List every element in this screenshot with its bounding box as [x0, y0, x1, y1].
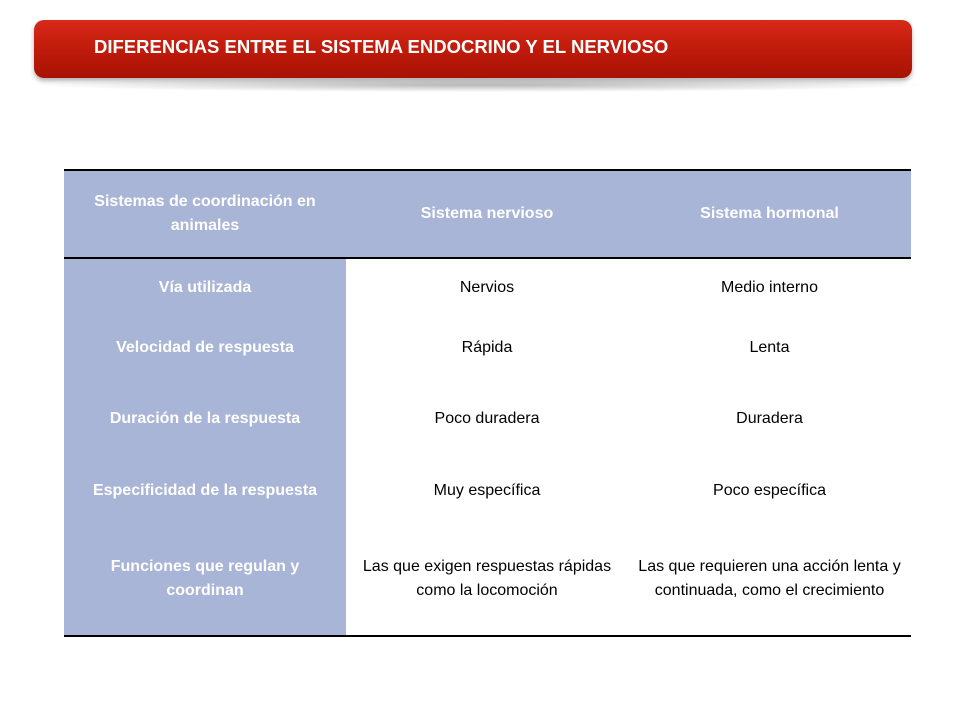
row-label-response-speed: Velocidad de respuesta [64, 317, 346, 379]
title-bar [34, 20, 912, 78]
title-bar-shadow [40, 78, 920, 92]
header-nervous-system: Sistema nervioso [346, 170, 628, 258]
table-row [64, 379, 911, 459]
cell-nervous-functions: Las que exigen respuestas rápidas como la locomoción [346, 523, 628, 636]
row-label-response-specificity: Especificidad de la respuesta [64, 459, 346, 523]
cell-nervous-speed: Rápida [461, 339, 513, 356]
comparison-table [64, 169, 911, 637]
table-row [64, 317, 911, 379]
row-label-functions: Funciones que regulan y coordinan [64, 523, 346, 636]
cell-hormonal-functions: Las que requieren una acción lenta y continuada, como el crecimiento [628, 523, 911, 636]
header-hormonal-system: Sistema hormonal [628, 170, 911, 258]
cell-hormonal-pathway: Medio interno [721, 279, 818, 296]
cell-hormonal-specificity: Poco específica [713, 482, 826, 499]
table-row [64, 459, 911, 523]
cell-nervous-pathway: Nervios [459, 279, 515, 296]
cell-nervous-duration: Poco duradera [434, 410, 540, 427]
cell-nervous-specificity: Muy específica [433, 482, 541, 499]
header-coordination-systems: Sistemas de coordinación en animales [64, 170, 346, 258]
table-row [64, 258, 911, 317]
slide-title: DIFERENCIAS ENTRE EL SISTEMA ENDOCRINO Y EL NERVIOSO [94, 36, 669, 57]
table-row [64, 523, 911, 636]
cell-hormonal-duration: Duradera [736, 410, 803, 427]
table-header-row [64, 170, 911, 258]
row-label-pathway: Vía utilizada [64, 258, 346, 317]
cell-hormonal-speed: Lenta [749, 339, 790, 356]
row-label-response-duration: Duración de la respuesta [64, 379, 346, 459]
